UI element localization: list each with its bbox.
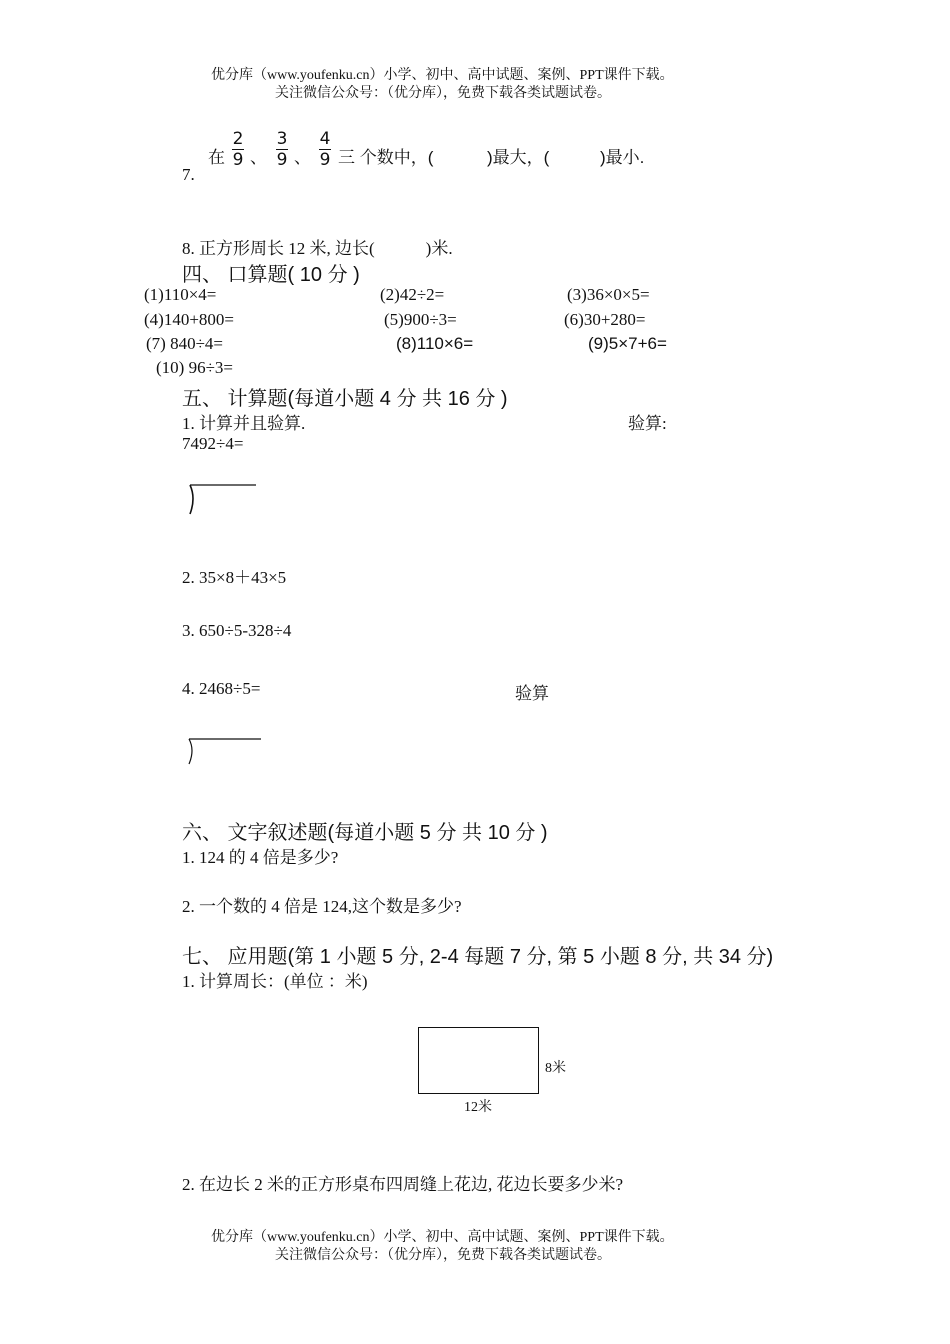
- fraction-numerator: 4: [319, 129, 331, 149]
- section-5-title: 五、 计算题(每道小题 4 分 共 16 分 ): [182, 388, 508, 410]
- header-line-2: 关注微信公众号：（优分库），免费下载各类试题试卷。: [275, 86, 611, 101]
- mental-math-item: (9)5×7+6=: [588, 334, 667, 353]
- section-4-title: 四、 口算题( 10 分 ): [182, 264, 360, 286]
- section-7-title: 七、 应用题(第 1 小题 5 分, 2-4 每题 7 分, 第 5 小题 8 分, 共 34 分): [182, 946, 774, 968]
- fraction-4-9: [318, 129, 332, 170]
- fraction-denominator: 9: [276, 150, 288, 170]
- s5-q2-text: 2. 35×8＋43×5: [182, 568, 287, 587]
- mental-math-item: (8)110×6=: [396, 334, 474, 353]
- s5-q4-text: 4. 2468÷5=: [182, 679, 261, 698]
- mental-math-item: (5)900÷3=: [384, 310, 457, 329]
- mental-math-item: (4)140+800=: [144, 310, 234, 329]
- footer-line-2: 关注微信公众号：（优分库），免费下载各类试题试卷。: [275, 1248, 611, 1263]
- q8-text: 8. 正方形周长 12 米, 边长( )米.: [182, 239, 453, 258]
- q7-separator: 、: [294, 148, 311, 167]
- header-line-1: 优分库（www.youfenku.cn）小学、初中、高中试题、案例、PPT课件下载。: [211, 68, 674, 83]
- fraction-numerator: 3: [276, 129, 288, 149]
- footer-line-1: 优分库（www.youfenku.cn）小学、初中、高中试题、案例、PPT课件下载。: [211, 1230, 674, 1245]
- q7-separator: 、: [250, 148, 267, 167]
- s5-q3-text: 3. 650÷5-328÷4: [182, 621, 292, 640]
- s5-q4-check-label: 验算: [515, 684, 549, 703]
- fraction-denominator: 9: [232, 150, 244, 170]
- rect-width-label: 12米: [464, 1100, 492, 1115]
- fraction-numerator: 2: [232, 129, 244, 149]
- s6-q1-text: 1. 124 的 4 倍是多少?: [182, 848, 339, 867]
- q7-number: 7.: [182, 165, 195, 184]
- s5-q1-expression: 7492÷4=: [182, 434, 244, 453]
- mental-math-item: (1)110×4=: [144, 285, 217, 304]
- mental-math-item: (2)42÷2=: [380, 285, 445, 304]
- rect-height-label: 8米: [545, 1061, 566, 1076]
- s5-q1-check-label: 验算:: [628, 414, 667, 433]
- mental-math-item: (7) 840÷4=: [146, 334, 223, 353]
- s6-q2-text: 2. 一个数的 4 倍是 124,这个数是多少?: [182, 897, 462, 916]
- mental-math-item: (10) 96÷3=: [156, 358, 233, 377]
- s7-q2-text: 2. 在边长 2 米的正方形桌布四周缝上花边, 花边长要多少米?: [182, 1175, 624, 1194]
- q7-mid: )最大，(: [487, 148, 550, 167]
- s5-q1-text: 1. 计算并且验算.: [182, 414, 306, 433]
- mental-math-item: (6)30+280=: [564, 310, 646, 329]
- s7-q1-text: 1. 计算周长：(单位 ：米): [182, 972, 368, 991]
- q7-end: )最小.: [600, 148, 645, 167]
- fraction-3-9: [275, 129, 289, 170]
- long-division-bracket: [186, 482, 258, 518]
- q7-suffix: 三 个数中，(: [338, 148, 434, 167]
- fraction-denominator: 9: [319, 150, 331, 170]
- fraction-2-9: [231, 129, 245, 170]
- q7-prefix: 在: [208, 148, 225, 167]
- long-division-bracket: [185, 736, 263, 768]
- mental-math-item: (3)36×0×5=: [567, 285, 650, 304]
- rectangle-figure: [418, 1027, 539, 1094]
- section-6-title: 六、 文字叙述题(每道小题 5 分 共 10 分 ): [182, 822, 548, 844]
